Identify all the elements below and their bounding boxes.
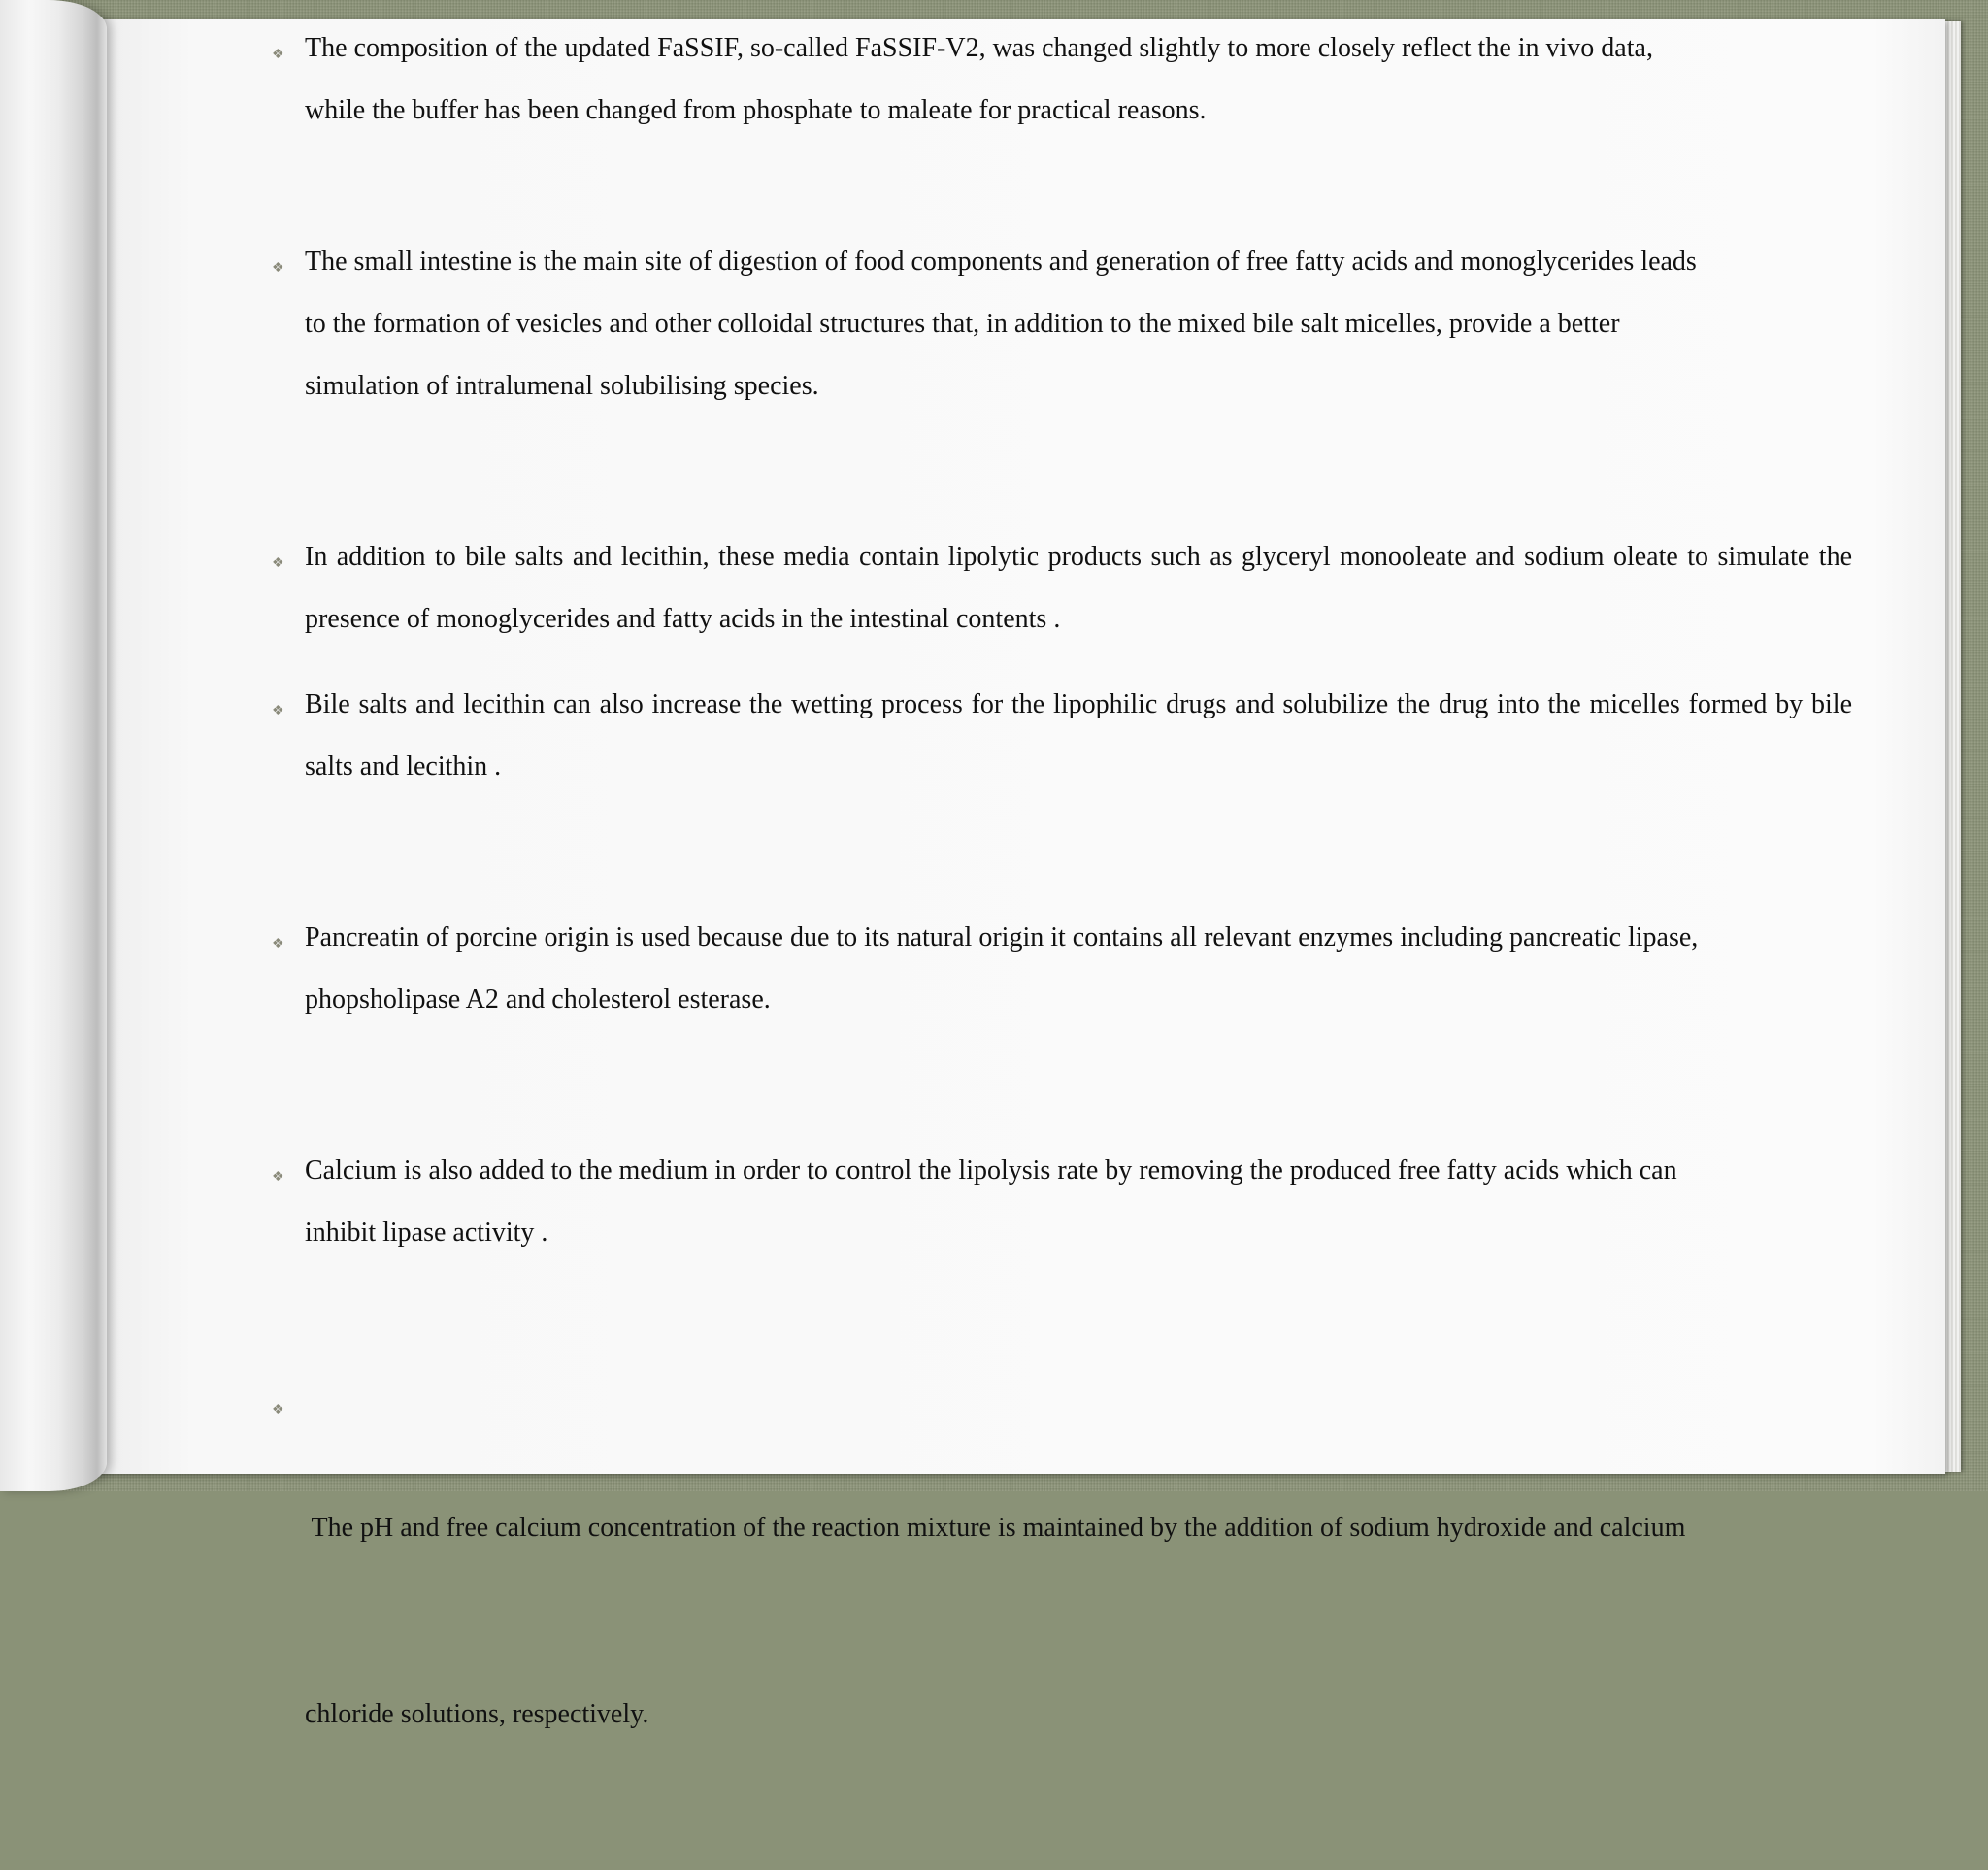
bullet-paragraph: Bile salts and lecithin can also increase the wetting process for the lipophilic drugs and solubilize the drug into the micelles formed by bile salts and lecithin . (305, 689, 1852, 782)
bullet-icon: ❖ (272, 937, 284, 952)
paragraph-line: Pancreatin of porcine origin is used because due to its natural origin it contains all relevant enzymes including pancreatic lipase, (305, 922, 1699, 952)
bullet-paragraph (305, 231, 1877, 417)
paragraph-line: inhibit lipase activity . (305, 1218, 548, 1248)
bullet-icon: ❖ (272, 556, 284, 571)
paragraph-line: phopsholipase A2 and cholesterol esterase. (305, 985, 771, 1015)
bullet-icon: ❖ (272, 1403, 284, 1418)
bullet-icon: ❖ (272, 48, 284, 62)
paragraph-line: chloride solutions, respectively. (305, 1699, 649, 1729)
paragraph-line: The small intestine is the main site of digestion of food components and generation of free fatty acids and monoglycerides leads (305, 247, 1697, 277)
paragraph-line: while the buffer has been changed from phosphate to maleate for practical reasons. (305, 95, 1207, 125)
bullet-paragraph (305, 17, 1877, 142)
paragraph-line: to the formation of vesicles and other colloidal structures that, in addition to the mixed bile salt micelles, provide a better (305, 309, 1620, 339)
paragraph-line: The pH and free calcium concentration of the reaction mixture is maintained by the addition of sodium hydroxide and calcium (305, 1513, 1686, 1543)
paragraph-line: Calcium is also added to the medium in order to control the lipolysis rate by removing the produced free fatty acids which can (305, 1155, 1677, 1185)
bullet-icon: ❖ (272, 1170, 284, 1185)
paragraph-line: The composition of the updated FaSSIF, so-called FaSSIF-V2, was changed slightly to more closely reflect the in vivo data, (305, 33, 1653, 63)
bullet-icon: ❖ (272, 704, 284, 718)
bullet-paragraph: In addition to bile salts and lecithin, these media contain lipolytic products such as glyceryl monooleate and sodium oleate to simulate the presence of monoglycerides and fatty acids in the intestinal contents . (305, 542, 1852, 634)
bullet-paragraph (305, 1373, 1877, 1870)
paragraph-line: simulation of intralumenal solubilising species. (305, 371, 819, 401)
bullet-paragraph (305, 907, 1877, 1031)
bullet-icon: ❖ (272, 261, 284, 276)
bullet-paragraph (305, 1140, 1877, 1264)
